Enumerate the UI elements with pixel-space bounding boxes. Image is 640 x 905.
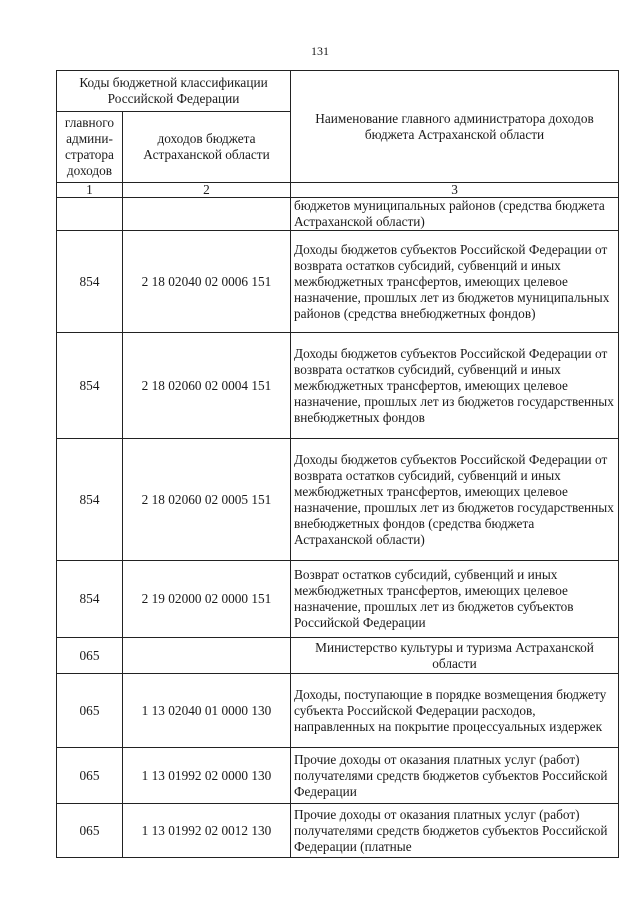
row-description: бюджетов муниципальных районов (средства бюджета Астраханской области)	[291, 198, 619, 231]
column-number-1: 1	[57, 183, 123, 198]
income-code: 2 18 02060 02 0004 151	[123, 333, 291, 439]
table-row	[57, 638, 619, 674]
row-description: Доходы, поступающие в порядке возмещения бюджету субъекта Российской Федерации расходов, направленных на покрытие процессуальных издержек	[291, 674, 619, 748]
table-row	[57, 333, 619, 439]
table-row	[57, 198, 619, 231]
admin-code: 065	[57, 804, 123, 858]
header-group-title: Коды бюджетной классификации Российской Федерации	[57, 71, 291, 112]
admin-code: 065	[57, 674, 123, 748]
column-number-3: 3	[291, 183, 619, 198]
income-code: 1 13 02040 01 0000 130	[123, 674, 291, 748]
table-row	[57, 748, 619, 804]
header-column-admin: главного админи-стратора доходов	[57, 112, 123, 183]
admin-code: 854	[57, 333, 123, 439]
income-code: 1 13 01992 02 0000 130	[123, 748, 291, 804]
row-description: Прочие доходы от оказания платных услуг (работ) получателями средств бюджетов субъектов Российской Федерации (платные	[291, 804, 619, 858]
income-code: 2 18 02040 02 0006 151	[123, 231, 291, 333]
admin-code: 854	[57, 439, 123, 561]
income-code	[123, 638, 291, 674]
admin-code: 854	[57, 561, 123, 638]
table-row	[57, 561, 619, 638]
table-row	[57, 231, 619, 333]
income-code: 2 18 02060 02 0005 151	[123, 439, 291, 561]
admin-code: 854	[57, 231, 123, 333]
column-number-2: 2	[123, 183, 291, 198]
table-row	[57, 439, 619, 561]
admin-code: 065	[57, 748, 123, 804]
admin-code	[57, 198, 123, 231]
header-column-income: доходов бюджета Астраханской области	[123, 112, 291, 183]
ministry-title: Министерство культуры и туризма Астраханской области	[291, 638, 619, 674]
row-description: Доходы бюджетов субъектов Российской Федерации от возврата остатков субсидий, субвенций и иных межбюджетных трансфертов, имеющих целевое назначение, прошлых лет из бюджетов государственных внебюджетных фондов (средства бюджета Астраханской области)	[291, 439, 619, 561]
row-description: Возврат остатков субсидий, субвенций и иных межбюджетных трансфертов, имеющих целевое назначение, прошлых лет из бюджетов субъектов Российской Федерации	[291, 561, 619, 638]
row-description: Доходы бюджетов субъектов Российской Федерации от возврата остатков субсидий, субвенций и иных межбюджетных трансфертов, имеющих целевое назначение, прошлых лет из бюджетов муниципальных районов (средства внебюджетных фондов)	[291, 231, 619, 333]
row-description: Прочие доходы от оказания платных услуг (работ) получателями средств бюджетов субъектов Российской Федерации	[291, 748, 619, 804]
income-code: 2 19 02000 02 0000 151	[123, 561, 291, 638]
admin-code: 065	[57, 638, 123, 674]
budget-classification-table	[56, 70, 619, 858]
income-code	[123, 198, 291, 231]
row-description: Доходы бюджетов субъектов Российской Федерации от возврата остатков субсидий, субвенций и иных межбюджетных трансфертов, имеющих целевое назначение, прошлых лет из бюджетов государственных внебюджетных фондов	[291, 333, 619, 439]
page-number: 131	[311, 44, 329, 58]
income-code: 1 13 01992 02 0012 130	[123, 804, 291, 858]
header-column-name: Наименование главного администратора доходов бюджета Астраханской области	[291, 71, 619, 183]
table-row	[57, 804, 619, 858]
table-row	[57, 674, 619, 748]
